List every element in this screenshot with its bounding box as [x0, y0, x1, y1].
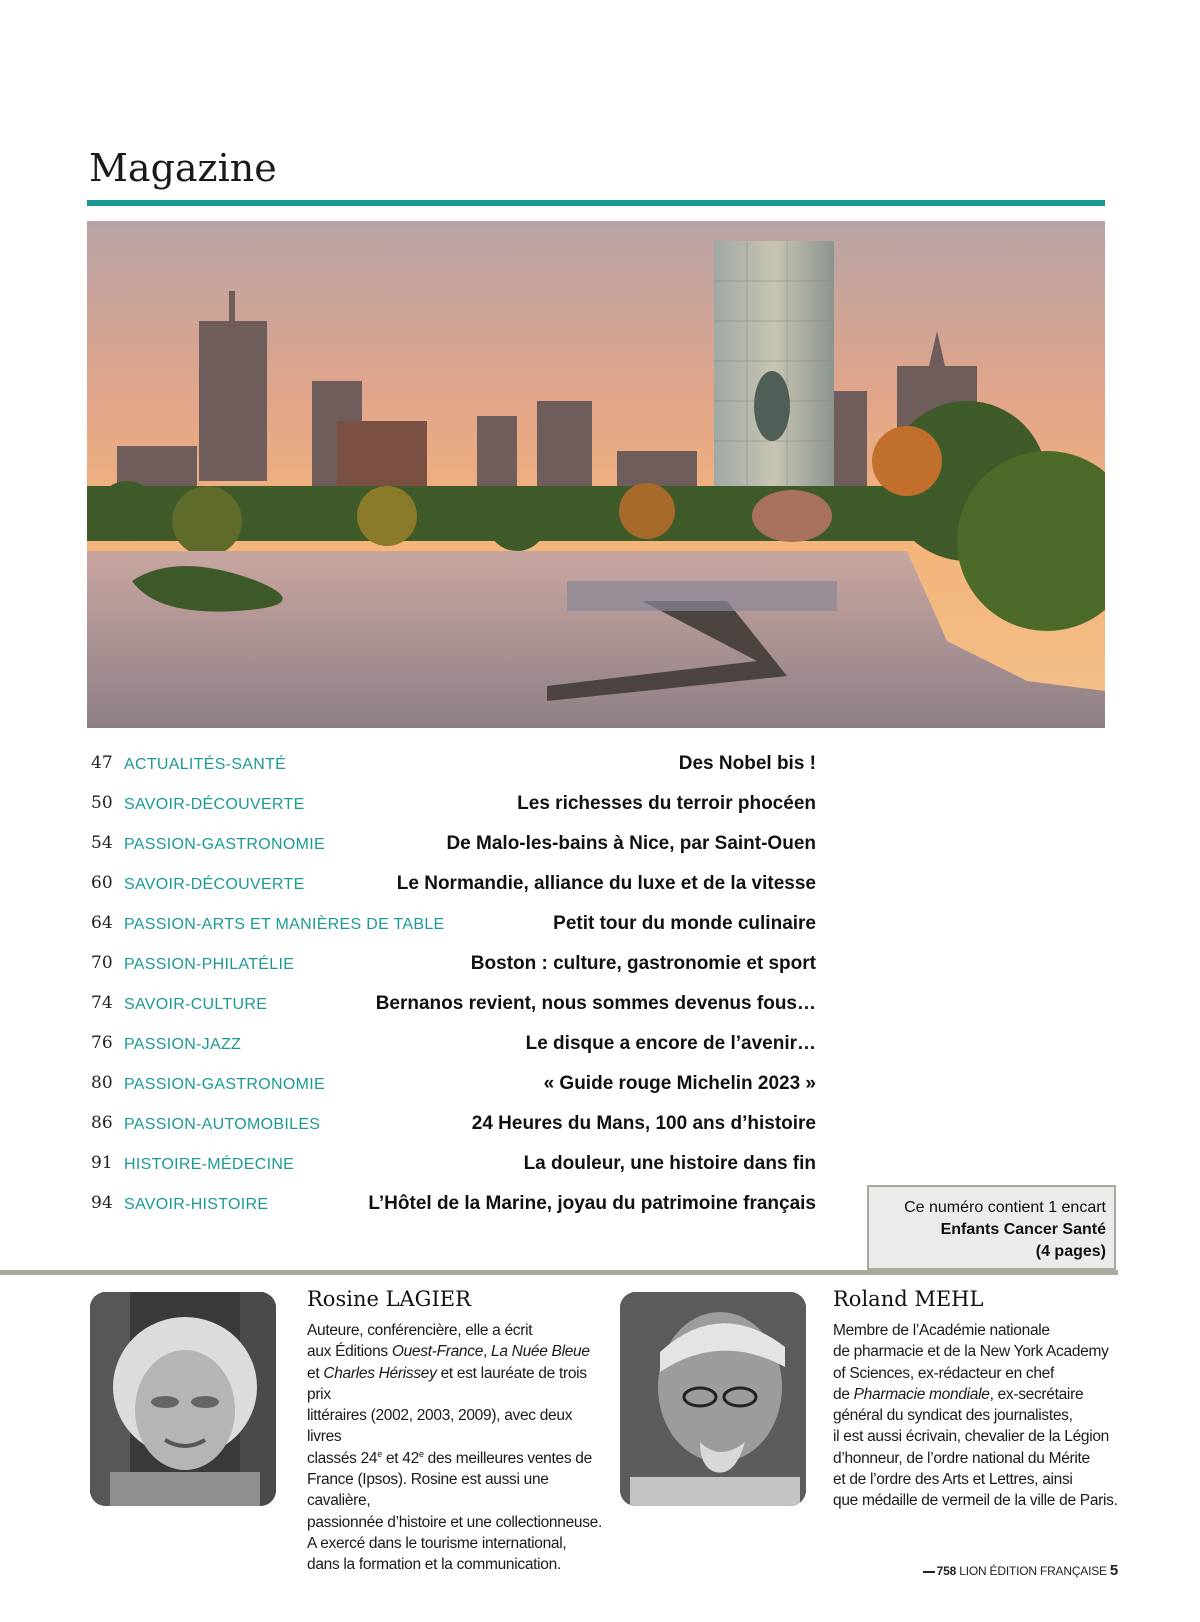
toc-article-title[interactable]: Le disque a encore de l’avenir…: [525, 1033, 816, 1054]
toc-rubric: PASSION-ARTS ET MANIÈRES DE TABLE: [124, 916, 445, 933]
insert-notice-pages: (4 pages): [1035, 1243, 1106, 1260]
footer-dash: [923, 1571, 935, 1573]
toc-rubric: PASSION-GASTRONOMIE: [124, 1076, 325, 1093]
bio-line: et Charles Hérissey et est lauréate de trois prix: [307, 1364, 587, 1403]
toc-rubric: PASSION-GASTRONOMIE: [124, 836, 325, 853]
insert-notice: [867, 1185, 1116, 1270]
bio-line: Auteure, conférencière, elle a écrit: [307, 1322, 533, 1339]
toc-row[interactable]: [91, 1067, 816, 1107]
bio-line: de pharmacie et de la New York Academy: [833, 1343, 1109, 1361]
section-rule: [0, 1270, 1118, 1275]
toc-article-title[interactable]: Les richesses du terroir phocéen: [517, 793, 816, 814]
bio-line: général du syndicat des journalistes,: [833, 1407, 1073, 1425]
toc-page-number: 74: [91, 993, 113, 1013]
toc-rubric: ACTUALITÉS-SANTÉ: [124, 756, 287, 773]
toc-page-number: 80: [91, 1073, 113, 1093]
author-name: Roland MEHL: [833, 1287, 984, 1311]
toc-row[interactable]: [91, 947, 816, 987]
bio-line: que médaille de vermeil de la ville de Paris.: [833, 1492, 1118, 1510]
toc-rubric: PASSION-PHILATÉLIE: [124, 956, 295, 973]
insert-notice-title: Enfants Cancer Santé: [940, 1221, 1106, 1238]
page-title: Magazine: [89, 146, 277, 190]
toc-article-title[interactable]: « Guide rouge Michelin 2023 »: [543, 1073, 816, 1094]
toc-article-title[interactable]: Bernanos revient, nous sommes devenus fous…: [375, 993, 816, 1014]
toc-row[interactable]: [91, 827, 816, 867]
table-of-contents: [91, 747, 816, 1227]
toc-rubric: SAVOIR-DÉCOUVERTE: [124, 796, 305, 813]
bio-line: il est aussi écrivain, chevalier de la Légion: [833, 1428, 1109, 1446]
toc-rubric: SAVOIR-HISTOIRE: [124, 1196, 269, 1213]
bio-line: Membre de l’Académie nationale: [833, 1322, 1050, 1339]
toc-page-number: 86: [91, 1113, 113, 1133]
toc-article-title[interactable]: 24 Heures du Mans, 100 ans d’histoire: [471, 1113, 816, 1134]
toc-row[interactable]: [91, 907, 816, 947]
toc-page-number: 94: [91, 1193, 113, 1213]
toc-row[interactable]: [91, 1027, 816, 1067]
toc-page-number: 70: [91, 953, 113, 973]
toc-row[interactable]: [91, 747, 816, 787]
toc-article-title[interactable]: De Malo-les-bains à Nice, par Saint-Ouen: [446, 833, 816, 854]
insert-notice-line: Ce numéro contient 1 encart: [904, 1199, 1106, 1216]
bio-line: et de l’ordre des Arts et Lettres, ainsi: [833, 1471, 1073, 1489]
toc-article-title[interactable]: Petit tour du monde culinaire: [553, 913, 816, 934]
toc-row[interactable]: [91, 867, 816, 907]
toc-row[interactable]: [91, 787, 816, 827]
toc-row[interactable]: [91, 1187, 816, 1227]
bio-line: of Sciences, ex-rédacteur en chef: [833, 1364, 1055, 1382]
author-name: Rosine LAGIER: [307, 1287, 471, 1311]
toc-rubric: HISTOIRE-MÉDECINE: [124, 1156, 295, 1173]
toc-row[interactable]: [91, 1147, 816, 1187]
toc-article-title[interactable]: Le Normandie, alliance du luxe et de la vitesse: [396, 873, 816, 894]
toc-page-number: 50: [91, 793, 113, 813]
toc-article-title[interactable]: L’Hôtel de la Marine, joyau du patrimoine français: [368, 1193, 816, 1214]
toc-page-number: 54: [91, 833, 113, 853]
toc-page-number: 91: [91, 1153, 113, 1173]
bio-line: d’honneur, de l’ordre national du Mérite: [833, 1449, 1090, 1467]
toc-page-number: 47: [91, 753, 113, 773]
toc-article-title[interactable]: Des Nobel bis !: [678, 753, 816, 774]
publication-name: LION ÉDITION FRANÇAISE: [959, 1564, 1107, 1578]
toc-page-number: 64: [91, 913, 113, 933]
bio-line: France (Ipsos). Rosine est aussi une cavalière,: [307, 1471, 549, 1510]
bio-line: de Pharmacie mondiale, ex-secrétaire: [833, 1385, 1084, 1403]
page-number: 5: [1109, 1562, 1118, 1579]
bio-line: dans la formation et la communication.: [307, 1556, 561, 1574]
toc-row[interactable]: [91, 987, 816, 1027]
toc-rubric: SAVOIR-CULTURE: [124, 996, 268, 1013]
bio-line: aux Éditions Ouest-France, La Nuée Bleue: [307, 1343, 590, 1361]
page-footer: [923, 1562, 1118, 1579]
toc-article-title[interactable]: Boston : culture, gastronomie et sport: [470, 953, 816, 974]
title-rule: [87, 200, 1105, 206]
bio-line: littéraires (2002, 2003, 2009), avec deux livres: [307, 1407, 573, 1446]
bio-line: A exercé dans le tourisme international,: [307, 1534, 567, 1552]
toc-page-number: 60: [91, 873, 113, 893]
toc-page-number: 76: [91, 1033, 113, 1053]
author-bio: [833, 1320, 1133, 1512]
author-bio: [307, 1320, 607, 1576]
issue-number: 758: [936, 1564, 957, 1578]
toc-rubric: SAVOIR-DÉCOUVERTE: [124, 876, 305, 893]
author-photo-roland-mehl: [620, 1292, 806, 1506]
toc-rubric: PASSION-JAZZ: [124, 1036, 242, 1053]
bio-line: passionnée d’histoire et une collectionneuse.: [307, 1513, 602, 1531]
author-photo-rosine-lagier: [90, 1292, 276, 1506]
toc-row[interactable]: [91, 1107, 816, 1147]
bio-line: classés 24e et 42e des meilleures ventes de: [307, 1448, 592, 1467]
hero-photo: [87, 221, 1105, 728]
toc-rubric: PASSION-AUTOMOBILES: [124, 1116, 321, 1133]
toc-article-title[interactable]: La douleur, une histoire dans fin: [523, 1153, 816, 1174]
